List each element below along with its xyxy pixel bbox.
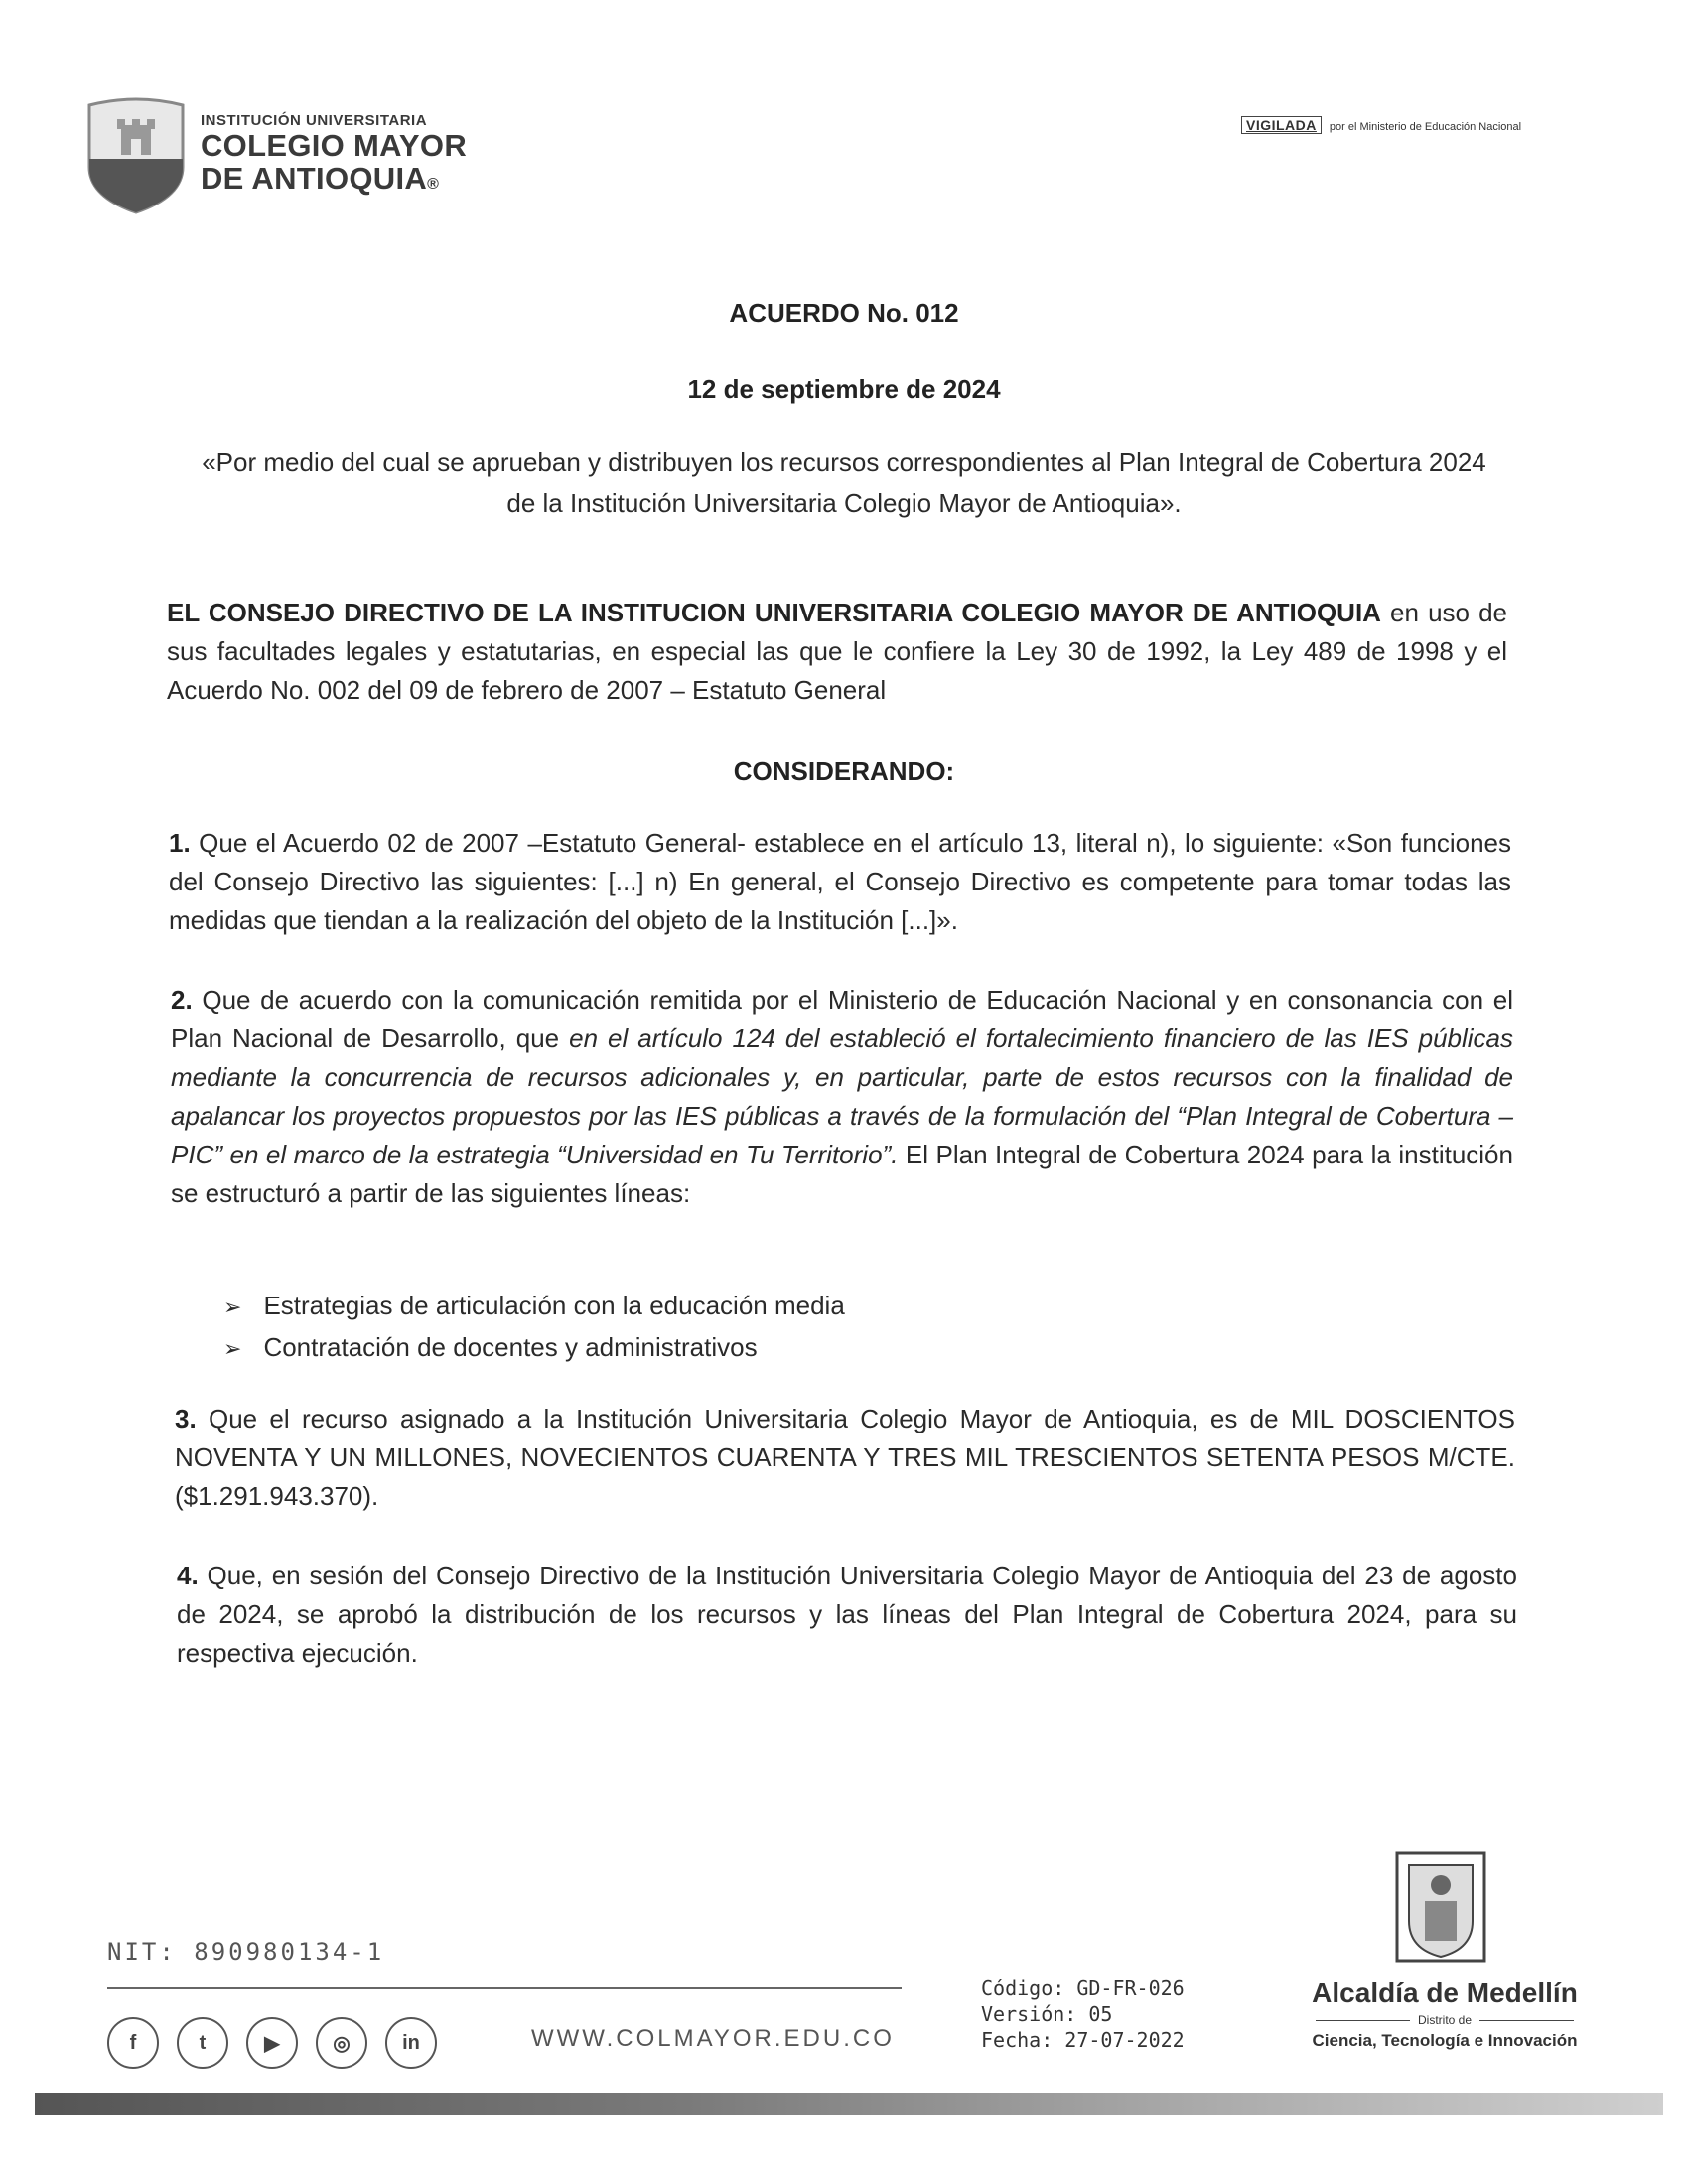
paragraph-2-text-a: Que de acuerdo con la comunicación remitida por el Ministerio de Educación Nacional y en consonancia con el Plan Nacional de Desarrollo, que	[171, 985, 1513, 1053]
paragraph-3-text: Que el recurso asignado a la Institución Universitaria Colegio Mayor de Antioquia, es de MIL DOSCIENTOS NOVENTA Y UN MILLONES, NOVECIENTOS CUARENTA Y TRES MIL TRESCIENTOS SETENTA PESOS M/CTE. ($1.291.943.370).	[175, 1404, 1515, 1511]
list-item: ➢ Estrategias de articulación con la educación media	[223, 1286, 845, 1327]
distrito-label: Distrito de	[1291, 2013, 1599, 2027]
lines-list	[223, 1286, 845, 1369]
institution-name-line1: COLEGIO MAYOR	[201, 128, 468, 163]
considerando-heading: CONSIDERANDO:	[733, 756, 955, 786]
vigilada-note: por el Ministerio de Educación Nacional	[1329, 121, 1522, 133]
paragraph-4-number: 4.	[177, 1561, 199, 1590]
paragraph-2-italic: en el artículo 124 del estableció el fortalecimiento financiero de las IES públicas mediante la concurrencia de recursos adicionales y, en particular, parte de estos recursos con la finalidad de apalancar los proyectos propuestos por las IES públicas a través de la formulación del “Plan Integral de Cobertura – PIC” en el marco de la estrategia “Universidad en Tu Territorio”.	[171, 1024, 1513, 1169]
paragraph-3	[175, 1400, 1515, 1516]
paragraph-3-number: 3.	[175, 1404, 197, 1433]
vigilada-label: VIGILADA	[1241, 116, 1322, 134]
nit-number: NIT: 890980134-1	[107, 1938, 385, 1966]
codigo: Código: GD-FR-026	[981, 1977, 1185, 2000]
facebook-icon: f	[107, 2017, 159, 2069]
preamble-text: en uso de sus facultades legales y estatutarias, en especial las que le confiere la Ley 30 de 1992, la Ley 489 de 1998 y el Acuerdo No. 002 del 09 de febrero de 2007 – Estatuto General	[167, 598, 1508, 705]
footer-bar	[35, 2093, 1663, 2115]
website-url: WWW.COLMAYOR.EDU.CO	[531, 2025, 895, 2052]
linkedin-icon: in	[385, 2017, 437, 2069]
document-subtitle: «Por medio del cual se aprueban y distribuyen los recursos correspondientes al Plan Integral de Cobertura 2024 de la Institución Universitaria Colegio Mayor de Antioquia».	[202, 447, 1486, 518]
institution-name	[201, 113, 467, 194]
social-links	[107, 2017, 437, 2069]
institution-name-line2: DE ANTIOQUIA®	[201, 161, 440, 196]
preamble-bold: EL CONSEJO DIRECTIVO DE LA INSTITUCION UNIVERSITARIA COLEGIO MAYOR DE ANTIOQUIA	[167, 598, 1381, 627]
vigilada-seal	[1241, 117, 1521, 133]
preamble	[167, 594, 1507, 710]
instagram-icon: ◎	[316, 2017, 367, 2069]
paragraph-2-number: 2.	[171, 985, 193, 1015]
distrito-line: Ciencia, Tecnología e Innovación	[1312, 2031, 1578, 2050]
paragraph-2	[171, 981, 1513, 1213]
version: Versión: 05	[981, 2002, 1113, 2026]
fecha: Fecha: 27-07-2022	[981, 2028, 1185, 2052]
document-date: 12 de septiembre de 2024	[687, 374, 1001, 404]
institution-line: INSTITUCIÓN UNIVERSITARIA	[201, 112, 428, 129]
paragraph-1-text: Que el Acuerdo 02 de 2007 –Estatuto General- establece en el artículo 13, literal n), lo siguiente: «Son funciones del Consejo Directivo las siguientes: [...] n) En general, el Consejo Directivo es competente para tomar todas las medidas que tiendan a la realización del objeto de la Institución [...]».	[169, 828, 1511, 935]
youtube-icon: ▶	[246, 2017, 298, 2069]
medellin-coat-of-arms-icon	[1395, 1851, 1486, 1963]
paragraph-4-text: Que, en sesión del Consejo Directivo de la Institución Universitaria Colegio Mayor de Antioquia del 23 de agosto de 2024, se aprobó la distribución de los recursos y las líneas del Plan Integral de Cobertura 2024, para su respectiva ejecución.	[177, 1561, 1517, 1668]
paragraph-1	[169, 824, 1511, 940]
paragraph-1-number: 1.	[169, 828, 191, 858]
document-title: ACUERDO No. 012	[729, 298, 959, 328]
paragraph-4	[177, 1557, 1517, 1673]
footer-divider	[107, 1987, 902, 1989]
twitter-icon: t	[177, 2017, 228, 2069]
alcaldia-name: Alcaldía de Medellín	[1312, 1978, 1578, 2008]
institution-shield-logo	[81, 97, 191, 214]
paragraph-2-text-b: El Plan Integral de Cobertura 2024 para la institución se estructuró a partir de las siguientes líneas:	[171, 1140, 1513, 1208]
document-control-info	[981, 1976, 1185, 2053]
list-item: ➢ Contratación de docentes y administrativos	[223, 1327, 845, 1369]
